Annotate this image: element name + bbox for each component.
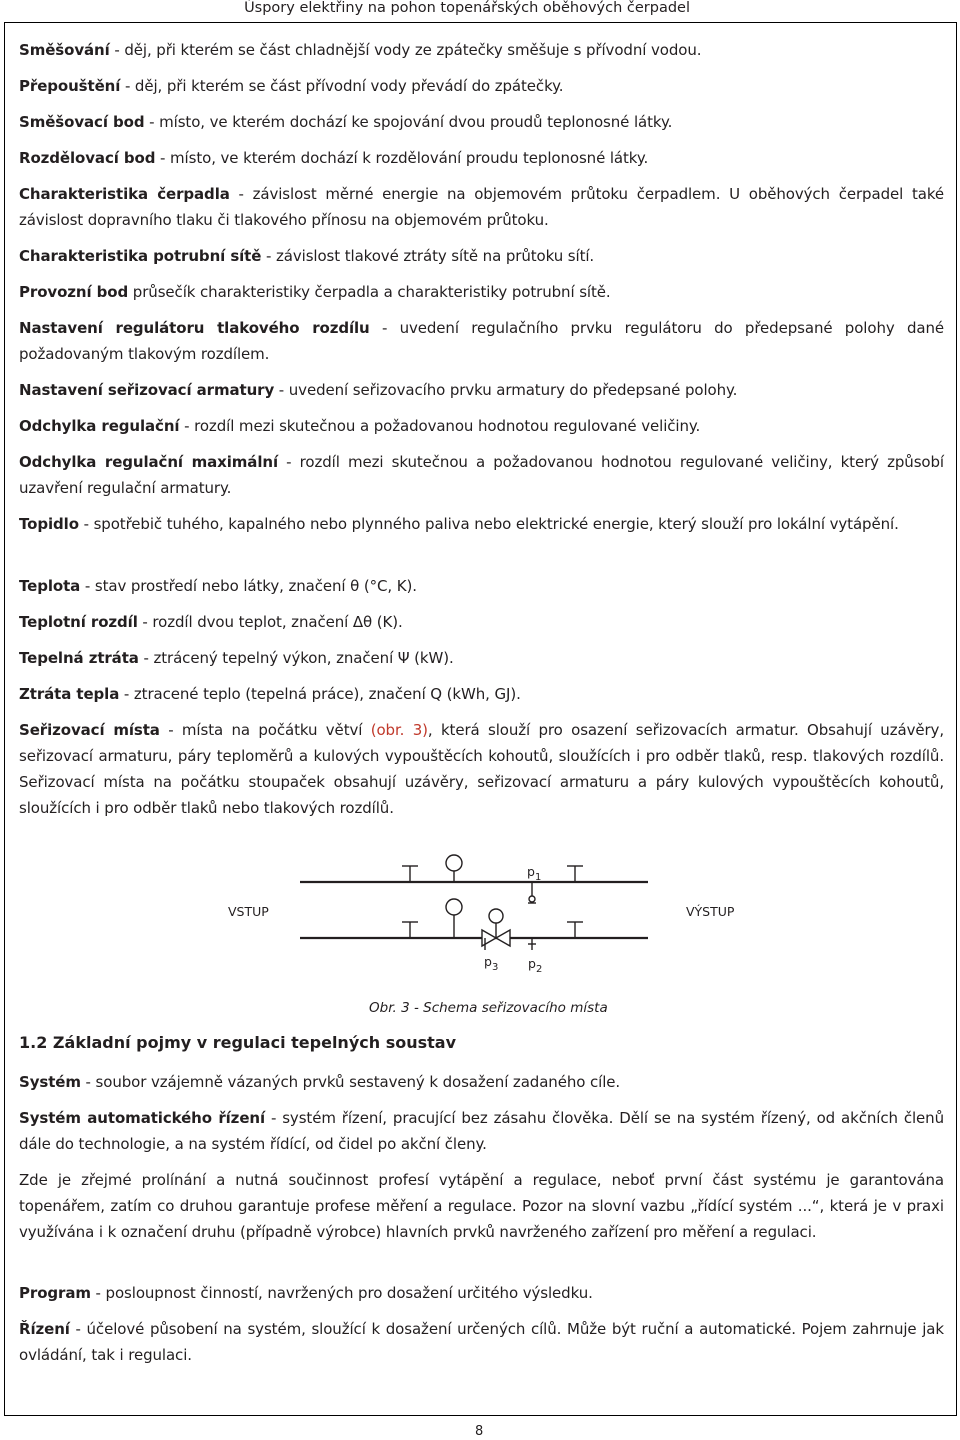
definition-smesovaci-bod: Směšovací bod - místo, ve kterém dochází ke spojování dvou proudů teplonosné látky.: [19, 113, 673, 131]
definition-tepelna-ztrata: Tepelná ztráta - ztrácený tepelný výkon, značení Ψ (kW).: [19, 649, 454, 667]
figure-caption: Obr. 3 - Schema seřizovacího místa: [369, 1000, 608, 1016]
definition-ztrata-tepla: Ztráta tepla - ztracené teplo (tepelná práce), značení Q (kWh, GJ).: [19, 685, 521, 703]
figure-reference-link[interactable]: (obr. 3): [370, 721, 428, 739]
running-header: Úspory elektřiny na pohon topenářských oběhových čerpadel: [244, 0, 690, 16]
definition-serizovaci-mista: Seřizovací místa - místa na počátku větví (obr. 3), která slouží pro osazení seřizovacích armatur. Obsahují uzávěry, seřizovací armaturu, páry teploměrů a kulových vypouštěcích kohoutů, sloužících i pro odběr tlaků, resp. tlakových rozdílů. Seřizovací místa na počátku stoupaček obsahují uzávěry, seřizovací armaturu a páry kulových vypouštěcích kohoutů, sloužících i pro odběr tlaků nebo tlakových rozdílů.: [19, 721, 944, 817]
definition-teplotni-rozdil: Teplotní rozdíl - rozdíl dvou teplot, značení Δθ (K).: [19, 613, 403, 631]
definition-odchylka-regulacni: Odchylka regulační - rozdíl mezi skutečnou a požadovanou hodnotou regulované veličiny.: [19, 417, 701, 435]
outlet-label: VÝSTUP: [686, 904, 735, 919]
definition-nastaveni-armatury: Nastavení seřizovací armatury - uvedení seřizovacího prvku armatury do předepsané polohy.: [19, 381, 738, 399]
definition-rozdelovaci-bod: Rozdělovací bod - místo, ve kterém dochází k rozdělování proudu teplonosné látky.: [19, 149, 649, 167]
definition-provozni-bod: Provozní bod průsečík charakteristiky čerpadla a charakteristiky potrubní sítě.: [19, 283, 611, 301]
p1-label: $p_1$: [527, 864, 542, 883]
paragraph-proliani-profesi: Zde je zřejmé prolínání a nutná součinnost profesí vytápění a regulace, neboť první část systému je garantována topenářem, zatím co druhou garantuje profese měření a regulace. Pozor na slovní vazbu „řídící systém ...“, která je v praxi využívána i k označení druhu (případně výrobce) hlavních prvků navrženého zařízení pro měření a regulaci.: [19, 1171, 944, 1241]
inlet-label: VSTUP: [228, 904, 269, 919]
definition-charakteristika-site: Charakteristika potrubní sítě - závislost tlakové ztráty sítě na průtoku sítí.: [19, 247, 595, 265]
definition-program: Program - posloupnost činností, navržených pro dosažení určitého výsledku.: [19, 1284, 593, 1302]
section-heading: 1.2 Základní pojmy v regulaci tepelných soustav: [19, 1033, 456, 1052]
definition-smesovani: Směšování - děj, při kterém se část chladnější vody ze zpátečky směšuje s přívodní vodou.: [19, 41, 702, 59]
definition-system: Systém - soubor vzájemně vázaných prvků sestavený k dosažení zadaného cíle.: [19, 1073, 621, 1091]
definition-topidlo: Topidlo - spotřebič tuhého, kapalného nebo plynného paliva nebo elektrické energie, který slouží pro lokální vytápění.: [19, 515, 899, 533]
page-number: 8: [475, 1424, 484, 1439]
definition-teplota: Teplota - stav prostředí nebo látky, značení θ (°C, K).: [19, 577, 417, 595]
definition-odchylka-maximalni: Odchylka regulační maximální - rozdíl mezi skutečnou a požadovanou hodnotou regulované veličiny, který způsobí uzavření regulační armatury.: [19, 453, 944, 497]
p2-label: $p_2$: [528, 956, 543, 975]
p3-label: $p_3$: [484, 954, 499, 973]
definition-charakteristika-cerpadla: Charakteristika čerpadla - závislost měrné energie na objemovém průtoku čerpadlem. U oběhových čerpadel také závislost dopravního tlaku či tlakového přínosu na objemovém průtoku.: [19, 185, 944, 229]
definition-rizeni: Řízení - účelové působení na systém, sloužící k dosažení určených cílů. Může být ruční a automatické. Pojem zahrnuje jak ovládání, tak i regulaci.: [19, 1320, 944, 1364]
definition-system-automatickeho-rizeni: Systém automatického řízení - systém řízení, pracující bez zásahu člověka. Dělí se na systém řízený, od akčních členů dále do technologie, a na systém řídící, od čidel po akční členy.: [19, 1109, 944, 1153]
definition-nastaveni-regulatoru: Nastavení regulátoru tlakového rozdílu - uvedení regulačního prvku regulátoru do předepsané polohy dané požadovaným tlakovým rozdílem.: [19, 319, 944, 363]
balancing-point-schematic: [0, 840, 960, 1000]
definition-prepousteni: Přepouštění - děj, při kterém se část přívodní vody převádí do zpátečky.: [19, 77, 564, 95]
